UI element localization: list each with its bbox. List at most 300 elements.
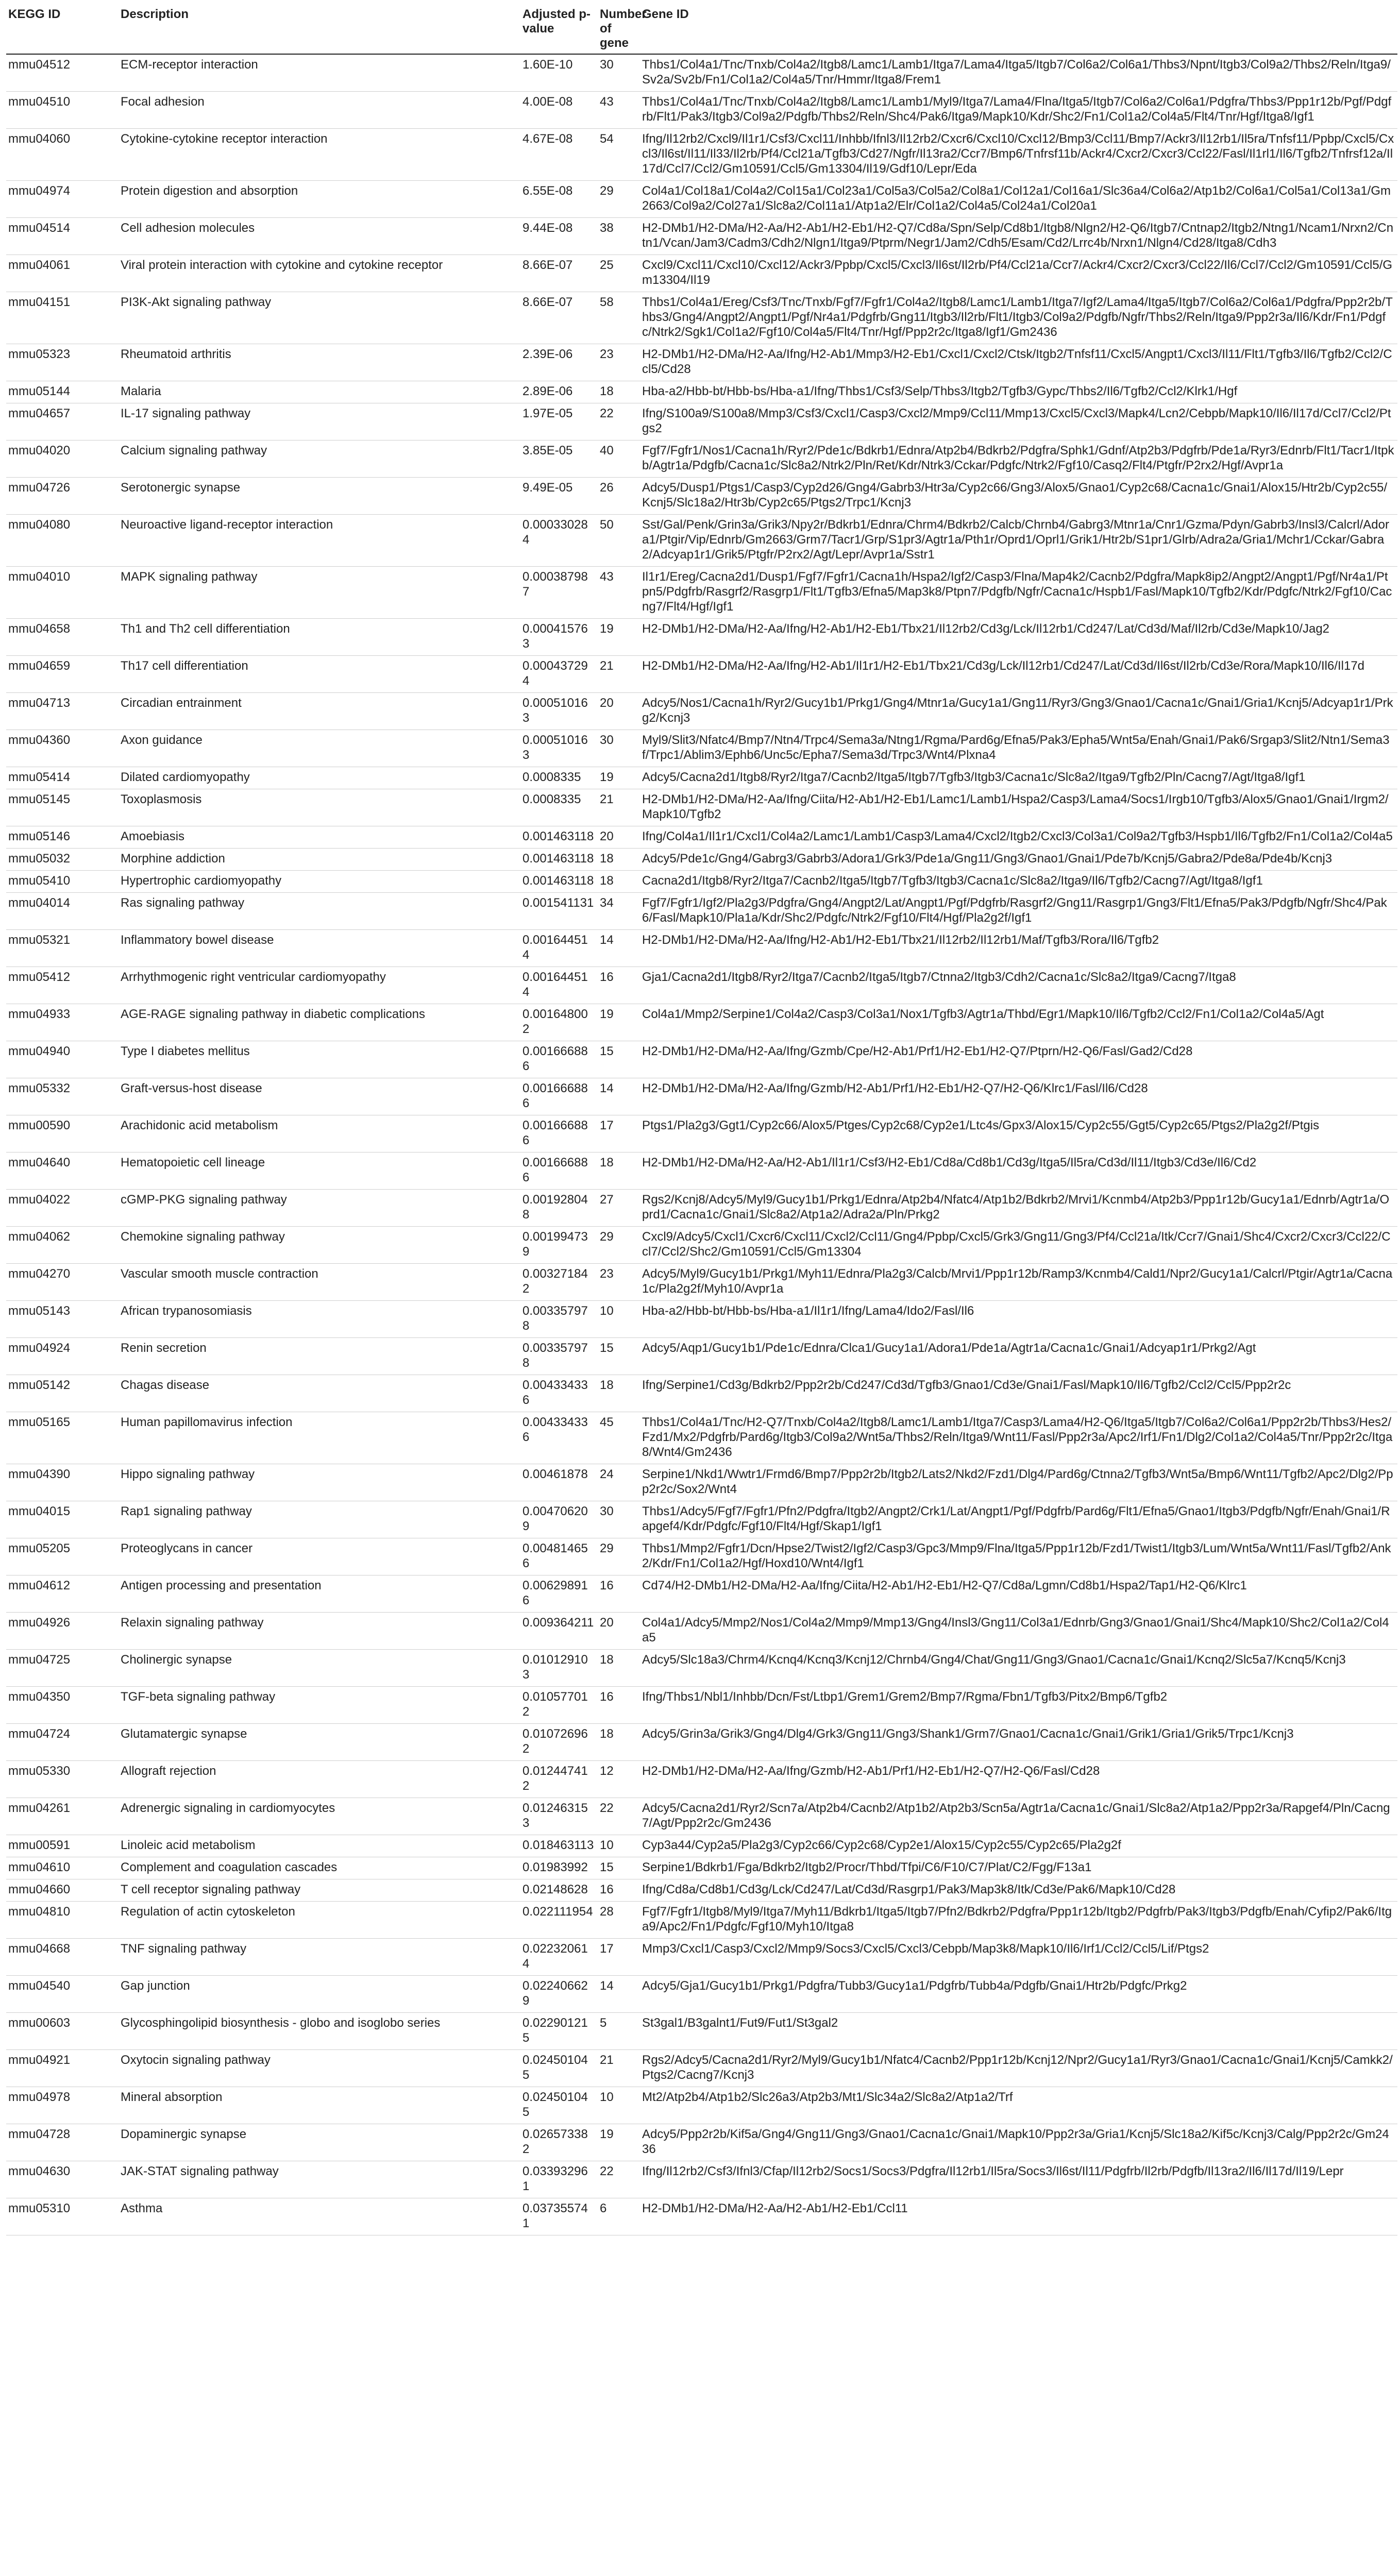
cell-gene-id: Gja1/Cacna2d1/Itgb8/Ryr2/Itga7/Cacnb2/Itga5/Itgb7/Ctnna2/Itgb3/Cdh2/Cacna1c/Slc8a2/Itga9/Cacng7/Itga8	[640, 967, 1397, 1004]
table-row	[6, 849, 1397, 871]
cell-number-of-gene: 10	[598, 2087, 640, 2124]
cell-number-of-gene: 14	[598, 1976, 640, 2013]
cell-number-of-gene: 34	[598, 893, 640, 930]
cell-description: Malaria	[119, 381, 520, 403]
cell-gene-id: Ifng/Thbs1/Nbl1/Inhbb/Dcn/Fst/Ltbp1/Grem1/Grem2/Bmp7/Rgma/Fbn1/Tgfb3/Pitx2/Bmp6/Tgfb2	[640, 1687, 1397, 1724]
cell-adjusted-p-value: 1.97E-05	[520, 403, 598, 440]
cell-adjusted-p-value: 0.000415763	[520, 619, 598, 656]
header-adjusted-p-value: Adjusted p-value	[520, 5, 598, 54]
cell-adjusted-p-value: 0.000330284	[520, 515, 598, 567]
cell-kegg-id: mmu04725	[6, 1650, 119, 1687]
cell-gene-id: Mmp3/Cxcl1/Casp3/Cxcl2/Mmp9/Socs3/Cxcl5/Cxcl3/Cebpb/Map3k8/Mapk10/Il6/Irf1/Ccl2/Ccl5/Lif/Ptgs2	[640, 1939, 1397, 1976]
table-row	[6, 1902, 1397, 1939]
cell-kegg-id: mmu04933	[6, 1004, 119, 1041]
cell-kegg-id: mmu04022	[6, 1190, 119, 1227]
table-row	[6, 789, 1397, 826]
cell-gene-id: Cxcl9/Cxcl11/Cxcl10/Cxcl12/Ackr3/Ppbp/Cxcl5/Cxcl3/Il6st/Il2rb/Pf4/Ccl21a/Ccr7/Ackr4/Cxcr2/Cxcr3/Ccl22/Il6/Ccl7/Ccl2/Gm10591/Ccl5/Gm13304/Il19	[640, 255, 1397, 292]
table-row	[6, 1538, 1397, 1575]
table-row	[6, 1835, 1397, 1857]
cell-kegg-id: mmu04724	[6, 1724, 119, 1761]
table-row	[6, 1004, 1397, 1041]
cell-kegg-id: mmu05330	[6, 1761, 119, 1798]
table-row	[6, 1575, 1397, 1613]
cell-adjusted-p-value: 0.012447412	[520, 1761, 598, 1798]
cell-adjusted-p-value: 4.00E-08	[520, 92, 598, 129]
table-row	[6, 54, 1397, 92]
cell-description: IL-17 signaling pathway	[119, 403, 520, 440]
cell-description: Graft-versus-host disease	[119, 1078, 520, 1115]
cell-number-of-gene: 29	[598, 181, 640, 218]
table-row	[6, 1375, 1397, 1412]
cell-number-of-gene: 14	[598, 1078, 640, 1115]
cell-number-of-gene: 27	[598, 1190, 640, 1227]
cell-description: Human papillomavirus infection	[119, 1412, 520, 1464]
cell-gene-id: Adcy5/Grin3a/Grik3/Gng4/Dlg4/Grk3/Gng11/Gng3/Shank1/Grm7/Gnao1/Cacna1c/Gnai1/Grik1/Gria1/Grik5/Trpc1/Kcnj3	[640, 1724, 1397, 1761]
cell-number-of-gene: 16	[598, 967, 640, 1004]
cell-description: Proteoglycans in cancer	[119, 1538, 520, 1575]
cell-description: ECM-receptor interaction	[119, 54, 520, 92]
cell-adjusted-p-value: 0.003357978	[520, 1301, 598, 1338]
cell-number-of-gene: 21	[598, 789, 640, 826]
cell-number-of-gene: 40	[598, 440, 640, 478]
cell-adjusted-p-value: 2.89E-06	[520, 381, 598, 403]
cell-adjusted-p-value: 0.003357978	[520, 1338, 598, 1375]
cell-description: Morphine addiction	[119, 849, 520, 871]
cell-gene-id: H2-DMb1/H2-DMa/H2-Aa/Ifng/Gzmb/Cpe/H2-Ab1/Prf1/H2-Eb1/H2-Q7/Ptprn/H2-Q6/Fasl/Gad2/Cd28	[640, 1041, 1397, 1078]
cell-number-of-gene: 10	[598, 1301, 640, 1338]
cell-adjusted-p-value: 0.033932961	[520, 2161, 598, 2198]
cell-kegg-id: mmu04512	[6, 54, 119, 92]
cell-gene-id: Fgf7/Fgfr1/Itgb8/Myl9/Itga7/Myh11/Bdkrb1/Itga5/Itgb7/Pfn2/Bdkrb2/Pdgfra/Ppp1r12b/Itgb2/Pdgfrb/Pak3/Itgb3/Pdgfb/Enah/Cyfip2/Pak6/Itga9/Apc2/Fn1/Pdgfc/Fgf10/Myh10/Itga8	[640, 1902, 1397, 1939]
cell-description: Amoebiasis	[119, 826, 520, 849]
cell-description: Hematopoietic cell lineage	[119, 1153, 520, 1190]
cell-kegg-id: mmu05410	[6, 871, 119, 893]
cell-gene-id: Adcy5/Nos1/Cacna1h/Ryr2/Gucy1b1/Prkg1/Gng4/Mtnr1a/Gucy1a1/Gng11/Ryr3/Gng3/Gnao1/Cacna1c/Gnai1/Gria1/Kcnj5/Adcyap1r1/Prkg2/Kcnj3	[640, 693, 1397, 730]
cell-number-of-gene: 15	[598, 1857, 640, 1879]
cell-kegg-id: mmu04610	[6, 1857, 119, 1879]
cell-gene-id: St3gal1/B3galnt1/Fut9/Fut1/St3gal2	[640, 2013, 1397, 2050]
cell-description: Th17 cell differentiation	[119, 656, 520, 693]
cell-gene-id: Rgs2/Kcnj8/Adcy5/Myl9/Gucy1b1/Prkg1/Ednra/Atp2b4/Nfatc4/Atp1b2/Bdkrb2/Mrvi1/Kcnmb4/Atp2b3/Ppp1r12b/Gucy1a1/Ednrb/Agtr1a/Oprd1/Cacna1c/Gnai1/Slc8a2/Atp1a2/Adra2a/Pln/Prkg2	[640, 1190, 1397, 1227]
table-row	[6, 129, 1397, 181]
cell-gene-id: H2-DMb1/H2-DMa/H2-Aa/Ifng/Ciita/H2-Ab1/H2-Eb1/Lamc1/Lamb1/Hspa2/Casp3/Lama4/Socs1/Irgb10/Tgfb3/Alox5/Gnao1/Gnai1/Irgm2/Mapk10/Tgfb2	[640, 789, 1397, 826]
table-row	[6, 1879, 1397, 1902]
cell-description: Linoleic acid metabolism	[119, 1835, 520, 1857]
cell-number-of-gene: 16	[598, 1879, 640, 1902]
cell-adjusted-p-value: 0.000510163	[520, 730, 598, 767]
cell-adjusted-p-value: 0.004814656	[520, 1538, 598, 1575]
cell-description: JAK-STAT signaling pathway	[119, 2161, 520, 2198]
cell-adjusted-p-value: 0.022406629	[520, 1976, 598, 2013]
cell-gene-id: H2-DMb1/H2-DMa/H2-Aa/Ifng/Gzmb/H2-Ab1/Prf1/H2-Eb1/H2-Q7/H2-Q6/Fasl/Cd28	[640, 1761, 1397, 1798]
cell-description: Vascular smooth muscle contraction	[119, 1264, 520, 1301]
cell-kegg-id: mmu04010	[6, 567, 119, 619]
cell-kegg-id: mmu04390	[6, 1464, 119, 1501]
cell-description: Mineral absorption	[119, 2087, 520, 2124]
cell-gene-id: Adcy5/Cacna2d1/Itgb8/Ryr2/Itga7/Cacnb2/Itga5/Itgb7/Tgfb3/Itgb3/Cacna1c/Slc8a2/Itga9/Tgfb2/Pln/Cacng7/Agt/Itga8/Igf1	[640, 767, 1397, 789]
cell-description: Dilated cardiomyopathy	[119, 767, 520, 789]
cell-adjusted-p-value: 0.024501045	[520, 2050, 598, 2087]
cell-description: Calcium signaling pathway	[119, 440, 520, 478]
cell-gene-id: H2-DMb1/H2-DMa/H2-Aa/H2-Ab1/H2-Eb1/Ccl11	[640, 2198, 1397, 2235]
cell-number-of-gene: 12	[598, 1761, 640, 1798]
table-row	[6, 1078, 1397, 1115]
cell-kegg-id: mmu04810	[6, 1902, 119, 1939]
cell-description: Axon guidance	[119, 730, 520, 767]
cell-kegg-id: mmu04062	[6, 1227, 119, 1264]
header-gene-id: Gene ID	[640, 5, 1397, 54]
cell-number-of-gene: 25	[598, 255, 640, 292]
cell-adjusted-p-value: 0.000510163	[520, 693, 598, 730]
table-row	[6, 381, 1397, 403]
cell-adjusted-p-value: 0.001666886	[520, 1078, 598, 1115]
cell-description: Antigen processing and presentation	[119, 1575, 520, 1613]
cell-number-of-gene: 19	[598, 1004, 640, 1041]
cell-number-of-gene: 21	[598, 2050, 640, 2087]
table-row	[6, 515, 1397, 567]
cell-number-of-gene: 26	[598, 478, 640, 515]
cell-number-of-gene: 17	[598, 1115, 640, 1153]
cell-kegg-id: mmu00590	[6, 1115, 119, 1153]
cell-adjusted-p-value: 0.022111954	[520, 1902, 598, 1939]
table-row	[6, 893, 1397, 930]
cell-kegg-id: mmu04020	[6, 440, 119, 478]
table-row	[6, 1650, 1397, 1687]
cell-adjusted-p-value: 0.009364211	[520, 1613, 598, 1650]
table-header	[6, 5, 1397, 54]
cell-kegg-id: mmu05144	[6, 381, 119, 403]
cell-gene-id: Col4a1/Mmp2/Serpine1/Col4a2/Casp3/Col3a1/Nox1/Tgfb3/Agtr1a/Thbd/Egr1/Mapk10/Il6/Tgfb2/Ccl2/Fn1/Col1a2/Col4a5/Agt	[640, 1004, 1397, 1041]
kegg-enrichment-table	[6, 5, 1397, 2235]
cell-number-of-gene: 50	[598, 515, 640, 567]
table-row	[6, 1464, 1397, 1501]
cell-number-of-gene: 18	[598, 1153, 640, 1190]
table-row	[6, 92, 1397, 129]
cell-number-of-gene: 22	[598, 2161, 640, 2198]
cell-number-of-gene: 23	[598, 344, 640, 381]
cell-adjusted-p-value: 0.000437294	[520, 656, 598, 693]
cell-kegg-id: mmu04540	[6, 1976, 119, 2013]
cell-gene-id: Fgf7/Fgfr1/Nos1/Cacna1h/Ryr2/Pde1c/Bdkrb1/Ednra/Atp2b4/Bdkrb2/Pdgfra/Sphk1/Gdnf/Atp2b3/Pdgfrb/Pde1a/Ryr3/Ednrb/Flt1/Tacr1/Itpkb/Agtr1a/Pdgfb/Cacna1c/Slc8a2/Ntrk2/Pln/Ret/Kdr/Ntrk3/Cckar/Pdgfc/Ntrk2/Fgf10/Casq2/Flt4/Ptgfr/P2rx2/Hgf/Avpr1a	[640, 440, 1397, 478]
cell-gene-id: Adcy5/Cacna2d1/Ryr2/Scn7a/Atp2b4/Cacnb2/Atp1b2/Atp2b3/Scn5a/Agtr1a/Cacna1c/Gnai1/Slc8a2/Atp1a2/Ppp2r3a/Rapgef4/Pln/Cacng7/Agt/Ppp2r2c/Gm2436	[640, 1798, 1397, 1835]
cell-description: cGMP-PKG signaling pathway	[119, 1190, 520, 1227]
table-row	[6, 478, 1397, 515]
cell-adjusted-p-value: 8.66E-07	[520, 292, 598, 344]
cell-gene-id: Thbs1/Col4a1/Tnc/Tnxb/Col4a2/Itgb8/Lamc1/Lamb1/Myl9/Itga7/Lama4/Flna/Itga5/Itgb7/Col6a2/Col6a1/Pdgfra/Thbs3/Ppp1r12b/Pgf/Pdgfrb/Flt1/Pak3/Itgb3/Col9a2/Pdgfb/Thbs2/Reln/Shc4/Pak6/Itga9/Mapk10/Kdr/Shc2/Fn1/Col1a2/Col4a5/Flt4/Tnr/Hgf/Itga8/Igf1	[640, 92, 1397, 129]
cell-kegg-id: mmu05146	[6, 826, 119, 849]
cell-gene-id: Ifng/S100a9/S100a8/Mmp3/Csf3/Cxcl1/Casp3/Cxcl2/Mmp9/Ccl11/Mmp13/Cxcl5/Cxcl3/Mapk4/Lcn2/Cebpb/Mapk10/Il6/Il17d/Ccl7/Ccl2/Ptgs2	[640, 403, 1397, 440]
cell-number-of-gene: 58	[598, 292, 640, 344]
cell-adjusted-p-value: 0.037355741	[520, 2198, 598, 2235]
cell-kegg-id: mmu04060	[6, 129, 119, 181]
cell-gene-id: Ifng/Il12rb2/Csf3/Ifnl3/Cfap/Il12rb2/Socs1/Socs3/Pdgfra/Il12rb1/Il5ra/Socs3/Il6st/Il11/Pdgfrb/Il2rb/Pdgfb/Il13ra2/Il6/Il17d/Il19/Lepr	[640, 2161, 1397, 2198]
cell-description: Cholinergic synapse	[119, 1650, 520, 1687]
cell-adjusted-p-value: 4.67E-08	[520, 129, 598, 181]
cell-adjusted-p-value: 9.44E-08	[520, 218, 598, 255]
cell-number-of-gene: 16	[598, 1687, 640, 1724]
cell-adjusted-p-value: 0.001666886	[520, 1115, 598, 1153]
table-row	[6, 440, 1397, 478]
cell-description: Focal adhesion	[119, 92, 520, 129]
cell-description: Regulation of actin cytoskeleton	[119, 1902, 520, 1939]
cell-gene-id: Ifng/Col4a1/Il1r1/Cxcl1/Col4a2/Lamc1/Lamb1/Casp3/Lama4/Cxcl2/Itgb2/Cxcl3/Col3a1/Col9a2/Tgfb3/Hspb1/Il6/Tgfb2/Fn1/Col1a2/Col4a5	[640, 826, 1397, 849]
cell-kegg-id: mmu04061	[6, 255, 119, 292]
cell-number-of-gene: 18	[598, 1724, 640, 1761]
cell-number-of-gene: 14	[598, 930, 640, 967]
table-row	[6, 2198, 1397, 2235]
cell-kegg-id: mmu04014	[6, 893, 119, 930]
cell-gene-id: Thbs1/Col4a1/Ereg/Csf3/Tnc/Tnxb/Fgf7/Fgfr1/Col4a2/Itgb8/Lamc1/Lamb1/Itga7/Igf2/Lama4/Itga5/Itgb7/Col6a2/Col6a1/Pdgfra/Ppp2r2b/Thbs3/Gng4/Angpt2/Angpt1/Pgf/Nr4a1/Pdgfrb/Gng11/Itgb3/Il2rb/Flt1/Itgb3/Col9a2/Pdgfb/Ngfr/Thbs2/Reln/Itga9/Ppp2r3a/Il6/Kdr/Fn1/Pdgfc/Ntrk2/Sgk1/Col1a2/Fgf10/Col4a5/Flt4/Tnr/Hgf/Ppp2r2c/Itga8/Igf1/Gm2436	[640, 292, 1397, 344]
cell-gene-id: Hba-a2/Hbb-bt/Hbb-bs/Hba-a1/Ifng/Thbs1/Csf3/Selp/Thbs3/Itgb2/Tgfb3/Gypc/Thbs2/Il6/Tgfb2/Ccl2/Klrk1/Hgf	[640, 381, 1397, 403]
cell-kegg-id: mmu04924	[6, 1338, 119, 1375]
cell-kegg-id: mmu00603	[6, 2013, 119, 2050]
cell-adjusted-p-value: 0.004334336	[520, 1412, 598, 1464]
cell-kegg-id: mmu05165	[6, 1412, 119, 1464]
cell-gene-id: Adcy5/Slc18a3/Chrm4/Kcnq4/Kcnq3/Kcnj12/Chrnb4/Gng4/Chat/Gng11/Gng3/Gnao1/Cacna1c/Gnai1/Kcnq2/Slc5a7/Kcnq5/Kcnj3	[640, 1650, 1397, 1687]
cell-description: Chagas disease	[119, 1375, 520, 1412]
table-row	[6, 826, 1397, 849]
table-row	[6, 693, 1397, 730]
cell-gene-id: Col4a1/Col18a1/Col4a2/Col15a1/Col23a1/Col5a3/Col5a2/Col8a1/Col12a1/Col16a1/Slc36a4/Col6a2/Atp1b2/Col6a1/Col5a1/Col13a1/Gm2663/Col9a2/Col27a1/Slc8a2/Col11a1/Atp1a2/Elr/Col1a2/Col4a5/Col24a1/Col20a1	[640, 181, 1397, 218]
cell-kegg-id: mmu04151	[6, 292, 119, 344]
cell-adjusted-p-value: 0.001463118	[520, 826, 598, 849]
cell-adjusted-p-value: 8.66E-07	[520, 255, 598, 292]
cell-kegg-id: mmu05142	[6, 1375, 119, 1412]
cell-gene-id: Rgs2/Adcy5/Cacna2d1/Ryr2/Myl9/Gucy1b1/Nfatc4/Cacnb2/Ppp1r12b/Kcnj12/Npr2/Gucy1a1/Ryr3/Gnao1/Cacna1c/Gnai1/Kcnj5/Camkk2/Ptgs2/Cacng7/Kcnj3	[640, 2050, 1397, 2087]
cell-number-of-gene: 10	[598, 1835, 640, 1857]
cell-adjusted-p-value: 0.026573382	[520, 2124, 598, 2161]
table-row	[6, 344, 1397, 381]
cell-kegg-id: mmu05143	[6, 1301, 119, 1338]
cell-gene-id: Ptgs1/Pla2g3/Ggt1/Cyp2c66/Alox5/Ptges/Cyp2c68/Cyp2e1/Ltc4s/Gpx3/Alox15/Cyp2c55/Ggt5/Cyp2c65/Ptgs2/Pla2g2f/Ptgis	[640, 1115, 1397, 1153]
cell-description: Type I diabetes mellitus	[119, 1041, 520, 1078]
cell-adjusted-p-value: 0.004706209	[520, 1501, 598, 1538]
cell-description: Hippo signaling pathway	[119, 1464, 520, 1501]
cell-description: Rheumatoid arthritis	[119, 344, 520, 381]
cell-kegg-id: mmu05332	[6, 1078, 119, 1115]
cell-description: African trypanosomiasis	[119, 1301, 520, 1338]
table-row	[6, 1153, 1397, 1190]
cell-gene-id: Mt2/Atp2b4/Atp1b2/Slc26a3/Atp2b3/Mt1/Slc34a2/Slc8a2/Atp1a2/Trf	[640, 2087, 1397, 2124]
cell-adjusted-p-value: 0.001644514	[520, 930, 598, 967]
header-number-of-gene: Number of gene	[598, 5, 640, 54]
cell-description: Ras signaling pathway	[119, 893, 520, 930]
cell-adjusted-p-value: 0.022901215	[520, 2013, 598, 2050]
cell-gene-id: H2-DMb1/H2-DMa/H2-Aa/Ifng/H2-Ab1/Il1r1/H2-Eb1/Tbx21/Cd3g/Lck/Il12rb1/Cd247/Lat/Cd3d/Il6st/Il2rb/Cd3e/Rora/Mapk10/Il6/Il17d	[640, 656, 1397, 693]
cell-description: Oxytocin signaling pathway	[119, 2050, 520, 2087]
cell-number-of-gene: 43	[598, 92, 640, 129]
table-row	[6, 2124, 1397, 2161]
cell-adjusted-p-value: 0.0008335	[520, 789, 598, 826]
cell-gene-id: Thbs1/Col4a1/Tnc/Tnxb/Col4a2/Itgb8/Lamc1/Lamb1/Itga7/Lama4/Itga5/Itgb7/Col6a2/Col6a1/Thbs3/Npnt/Itgb3/Col9a2/Thbs2/Reln/Itga9/Sv2a/Sv2b/Fn1/Col1a2/Col4a5/Tnr/Hmmr/Itga8/Frem1	[640, 54, 1397, 92]
cell-gene-id: Il1r1/Ereg/Cacna2d1/Dusp1/Fgf7/Fgfr1/Cacna1h/Hspa2/Igf2/Casp3/Flna/Map4k2/Cacnb2/Pdgfra/Mapk8ip2/Angpt2/Angpt1/Pgf/Nr4a1/Ptpn5/Pdgfrb/Rasgrf2/Rasgrp1/Flt1/Tgfb3/Efna5/Map3k8/Ptpn7/Pdgfb/Ngfr/Cacna1c/Hspb1/Fasl/Mapk10/Tgfb2/Kdr/Pdgfc/Ntrk2/Fgf10/Cacng7/Flt4/Hgf/Igf1	[640, 567, 1397, 619]
table-row	[6, 767, 1397, 789]
table-row	[6, 181, 1397, 218]
cell-description: Toxoplasmosis	[119, 789, 520, 826]
cell-number-of-gene: 23	[598, 1264, 640, 1301]
header-kegg-id: KEGG ID	[6, 5, 119, 54]
cell-kegg-id: mmu04713	[6, 693, 119, 730]
cell-gene-id: Fgf7/Fgfr1/Igf2/Pla2g3/Pdgfra/Gng4/Angpt2/Lat/Angpt1/Pgf/Pdgfrb/Rasgrf2/Gng11/Rasgrp1/Gng3/Flt1/Efna5/Pak3/Pdgfb/Ngfr/Shc4/Pak6/Fasl/Mapk10/Pla1a/Kdr/Shc2/Pdgfc/Ntrk2/Fgf10/Flt4/Hgf/Pla2g2f/Igf1	[640, 893, 1397, 930]
cell-adjusted-p-value: 0.001666886	[520, 1041, 598, 1078]
cell-adjusted-p-value: 0.010129103	[520, 1650, 598, 1687]
table-row	[6, 1041, 1397, 1078]
cell-kegg-id: mmu05205	[6, 1538, 119, 1575]
cell-gene-id: Cacna2d1/Itgb8/Ryr2/Itga7/Cacnb2/Itga5/Itgb7/Tgfb3/Itgb3/Cacna1c/Slc8a2/Itga9/Il6/Tgfb2/Cacng7/Agt/Itga8/Igf1	[640, 871, 1397, 893]
table-row	[6, 1264, 1397, 1301]
cell-gene-id: H2-DMb1/H2-DMa/H2-Aa/H2-Ab1/H2-Eb1/H2-Q7/Cd8a/Spn/Selp/Cd8b1/Itgb8/Nlgn2/H2-Q6/Itgb7/Cntnap2/Itgb2/Ntng1/Ncam1/Nrxn2/Cntn1/Vcan/Jam3/Cadm3/Cdh2/Nlgn1/Itga9/Ptprm/Negr1/Jam2/Cdh5/Esam/Cd2/Lrrc4b/Nrxn1/Nlgn4/Cd28/Itga8/Cdh3	[640, 218, 1397, 255]
cell-number-of-gene: 30	[598, 54, 640, 92]
cell-number-of-gene: 19	[598, 619, 640, 656]
cell-kegg-id: mmu05032	[6, 849, 119, 871]
table-row	[6, 2161, 1397, 2198]
cell-number-of-gene: 28	[598, 1902, 640, 1939]
table-row	[6, 1687, 1397, 1724]
cell-adjusted-p-value: 0.001928048	[520, 1190, 598, 1227]
cell-gene-id: H2-DMb1/H2-DMa/H2-Aa/H2-Ab1/Il1r1/Csf3/H2-Eb1/Cd8a/Cd8b1/Cd3g/Itga5/Il5ra/Cd3d/Il11/Itgb3/Cd3e/Il6/Cd2	[640, 1153, 1397, 1190]
table-row	[6, 930, 1397, 967]
table-row	[6, 1115, 1397, 1153]
cell-gene-id: H2-DMb1/H2-DMa/H2-Aa/Ifng/H2-Ab1/Mmp3/H2-Eb1/Cxcl1/Cxcl2/Ctsk/Itgb2/Tnfsf11/Cxcl5/Angpt1/Cxcl3/Il11/Flt1/Tgfb3/Il6/Tgfb2/Ccl2/Ccl5/Cd28	[640, 344, 1397, 381]
table-row	[6, 2050, 1397, 2087]
cell-description: Cytokine-cytokine receptor interaction	[119, 129, 520, 181]
cell-adjusted-p-value: 0.00461878	[520, 1464, 598, 1501]
cell-number-of-gene: 30	[598, 730, 640, 767]
cell-description: Glutamatergic synapse	[119, 1724, 520, 1761]
cell-gene-id: Adcy5/Myl9/Gucy1b1/Prkg1/Myh11/Ednra/Pla2g3/Calcb/Mrvi1/Ppp1r12b/Ramp3/Kcnmb4/Cald1/Npr2/Gucy1a1/Calcrl/Ptgir/Agtr1a/Cacna1c/Pla2g2f/Myh10/Avpr1a	[640, 1264, 1397, 1301]
table-row	[6, 218, 1397, 255]
cell-kegg-id: mmu04270	[6, 1264, 119, 1301]
cell-number-of-gene: 18	[598, 871, 640, 893]
table-row	[6, 1976, 1397, 2013]
cell-number-of-gene: 38	[598, 218, 640, 255]
cell-number-of-gene: 30	[598, 1501, 640, 1538]
cell-number-of-gene: 20	[598, 693, 640, 730]
cell-adjusted-p-value: 2.39E-06	[520, 344, 598, 381]
cell-kegg-id: mmu04657	[6, 403, 119, 440]
cell-description: Arachidonic acid metabolism	[119, 1115, 520, 1153]
cell-kegg-id: mmu04726	[6, 478, 119, 515]
cell-gene-id: Serpine1/Nkd1/Wwtr1/Frmd6/Bmp7/Ppp2r2b/Itgb2/Lats2/Nkd2/Fzd1/Dlg4/Pard6g/Ctnna2/Tgfb3/Wnt5a/Bmp6/Wnt11/Tgfb2/Apc2/Dlg2/Ppp2r2c/Sox2/Wnt4	[640, 1464, 1397, 1501]
cell-kegg-id: mmu04659	[6, 656, 119, 693]
table-row	[6, 619, 1397, 656]
table-row	[6, 292, 1397, 344]
cell-gene-id: Myl9/Slit3/Nfatc4/Bmp7/Ntn4/Trpc4/Sema3a/Ntng1/Rgma/Pard6g/Efna5/Pak3/Epha5/Wnt5a/Enah/Gnai1/Pak6/Srgap3/Slit2/Ntn1/Sema3f/Trpc1/Ablim3/Ephb6/Unc5c/Epha7/Sema3d/Trpc3/Wnt4/Plxna4	[640, 730, 1397, 767]
cell-description: Complement and coagulation cascades	[119, 1857, 520, 1879]
header-row	[6, 5, 1397, 54]
cell-gene-id: H2-DMb1/H2-DMa/H2-Aa/Ifng/H2-Ab1/H2-Eb1/Tbx21/Il12rb2/Cd3g/Lck/Il12rb1/Cd247/Lat/Cd3d/Maf/Il2rb/Cd3e/Mapk10/Jag2	[640, 619, 1397, 656]
table-row	[6, 1227, 1397, 1264]
cell-kegg-id: mmu04350	[6, 1687, 119, 1724]
table-row	[6, 1761, 1397, 1798]
cell-gene-id: Thbs1/Adcy5/Fgf7/Fgfr1/Pfn2/Pdgfra/Itgb2/Angpt2/Crk1/Lat/Angpt1/Pgf/Pdgfrb/Pard6g/Flt1/Efna5/Gnao1/Itgb3/Pdgfb/Ngfr/Enah/Gnai1/Rapgef4/Kdr/Pdgfc/Fgf10/Flt4/Hgf/Skap1/Igf1	[640, 1501, 1397, 1538]
cell-description: Adrenergic signaling in cardiomyocytes	[119, 1798, 520, 1835]
cell-adjusted-p-value: 0.0008335	[520, 767, 598, 789]
table-row	[6, 1613, 1397, 1650]
cell-kegg-id: mmu04940	[6, 1041, 119, 1078]
cell-kegg-id: mmu05412	[6, 967, 119, 1004]
cell-gene-id: H2-DMb1/H2-DMa/H2-Aa/Ifng/Gzmb/H2-Ab1/Prf1/H2-Eb1/H2-Q7/H2-Q6/Klrc1/Fasl/Il6/Cd28	[640, 1078, 1397, 1115]
cell-kegg-id: mmu05414	[6, 767, 119, 789]
cell-adjusted-p-value: 0.001541131	[520, 893, 598, 930]
cell-gene-id: Thbs1/Mmp2/Fgfr1/Dcn/Hpse2/Twist2/Igf2/Casp3/Gpc3/Mmp9/Flna/Itga5/Ppp1r12b/Fzd1/Twist1/Itgb3/Lum/Wnt5a/Wnt11/Fasl/Tgfb2/Ank2/Kdr/Fn1/Col1a2/Hgf/Hoxd10/Wnt4/Igf1	[640, 1538, 1397, 1575]
cell-adjusted-p-value: 9.49E-05	[520, 478, 598, 515]
table-row	[6, 1301, 1397, 1338]
cell-description: Arrhythmogenic right ventricular cardiomyopathy	[119, 967, 520, 1004]
cell-kegg-id: mmu04926	[6, 1613, 119, 1650]
cell-adjusted-p-value: 0.024501045	[520, 2087, 598, 2124]
cell-kegg-id: mmu04080	[6, 515, 119, 567]
cell-kegg-id: mmu04261	[6, 1798, 119, 1835]
cell-number-of-gene: 54	[598, 129, 640, 181]
cell-description: Dopaminergic synapse	[119, 2124, 520, 2161]
cell-kegg-id: mmu04640	[6, 1153, 119, 1190]
cell-description: Renin secretion	[119, 1338, 520, 1375]
cell-gene-id: Hba-a2/Hbb-bt/Hbb-bs/Hba-a1/Il1r1/Ifng/Lama4/Ido2/Fasl/Il6	[640, 1301, 1397, 1338]
cell-kegg-id: mmu04510	[6, 92, 119, 129]
cell-kegg-id: mmu04630	[6, 2161, 119, 2198]
cell-adjusted-p-value: 0.001994739	[520, 1227, 598, 1264]
cell-adjusted-p-value: 0.012463153	[520, 1798, 598, 1835]
cell-number-of-gene: 6	[598, 2198, 640, 2235]
cell-description: T cell receptor signaling pathway	[119, 1879, 520, 1902]
cell-number-of-gene: 22	[598, 403, 640, 440]
cell-adjusted-p-value: 1.60E-10	[520, 54, 598, 92]
cell-description: AGE-RAGE signaling pathway in diabetic complications	[119, 1004, 520, 1041]
cell-adjusted-p-value: 0.010577012	[520, 1687, 598, 1724]
cell-description: Protein digestion and absorption	[119, 181, 520, 218]
cell-description: Viral protein interaction with cytokine and cytokine receptor	[119, 255, 520, 292]
cell-description: Circadian entrainment	[119, 693, 520, 730]
table-row	[6, 1338, 1397, 1375]
table-row	[6, 967, 1397, 1004]
cell-adjusted-p-value: 0.001648002	[520, 1004, 598, 1041]
cell-adjusted-p-value: 0.000387987	[520, 567, 598, 619]
cell-number-of-gene: 5	[598, 2013, 640, 2050]
cell-number-of-gene: 22	[598, 1798, 640, 1835]
cell-gene-id: Serpine1/Bdkrb1/Fga/Bdkrb2/Itgb2/Procr/Thbd/Tfpi/C6/F10/C7/Plat/C2/Fgg/F13a1	[640, 1857, 1397, 1879]
cell-kegg-id: mmu04728	[6, 2124, 119, 2161]
cell-gene-id: Ifng/Cd8a/Cd8b1/Cd3g/Lck/Cd247/Lat/Cd3d/Rasgrp1/Pak3/Map3k8/Itk/Cd3e/Pak6/Mapk10/Cd28	[640, 1879, 1397, 1902]
cell-number-of-gene: 16	[598, 1575, 640, 1613]
cell-kegg-id: mmu04668	[6, 1939, 119, 1976]
cell-gene-id: Thbs1/Col4a1/Tnc/H2-Q7/Tnxb/Col4a2/Itgb8/Lamc1/Lamb1/Itga7/Casp3/Lama4/H2-Q6/Itga5/Itgb7/Col6a2/Col6a1/Ppp2r2b/Thbs3/Hes2/Fzd1/Mx2/Pdgfrb/Pard6g/Itgb3/Col9a2/Wnt5a/Thbs2/Reln/Itga9/Wnt11/Fasl/Ppp2r3a/Apc2/Irf1/Fn1/Dlg2/Col1a2/Col4a5/Tnr/Ppp2r2c/Itga8/Wnt4/Gm2436	[640, 1412, 1397, 1464]
cell-number-of-gene: 18	[598, 849, 640, 871]
cell-adjusted-p-value: 0.001463118	[520, 849, 598, 871]
cell-gene-id: Adcy5/Pde1c/Gng4/Gabrg3/Gabrb3/Adora1/Grk3/Pde1a/Gng11/Gng3/Gnao1/Gnai1/Pde7b/Kcnj5/Gabra2/Pde8a/Pde4b/Kcnj3	[640, 849, 1397, 871]
cell-kegg-id: mmu04015	[6, 1501, 119, 1538]
table-row	[6, 1798, 1397, 1835]
cell-kegg-id: mmu05321	[6, 930, 119, 967]
cell-kegg-id: mmu04921	[6, 2050, 119, 2087]
cell-number-of-gene: 19	[598, 2124, 640, 2161]
cell-description: Allograft rejection	[119, 1761, 520, 1798]
cell-adjusted-p-value: 0.001666886	[520, 1153, 598, 1190]
cell-number-of-gene: 45	[598, 1412, 640, 1464]
cell-description: Cell adhesion molecules	[119, 218, 520, 255]
cell-number-of-gene: 19	[598, 767, 640, 789]
cell-adjusted-p-value: 0.004334336	[520, 1375, 598, 1412]
cell-number-of-gene: 15	[598, 1041, 640, 1078]
cell-kegg-id: mmu04660	[6, 1879, 119, 1902]
cell-gene-id: Adcy5/Gja1/Gucy1b1/Prkg1/Pdgfra/Tubb3/Gucy1a1/Pdgfrb/Tubb4a/Pdgfb/Gnai1/Htr2b/Pdgfc/Prkg2	[640, 1976, 1397, 2013]
header-description: Description	[119, 5, 520, 54]
cell-adjusted-p-value: 3.85E-05	[520, 440, 598, 478]
cell-description: Serotonergic synapse	[119, 478, 520, 515]
cell-adjusted-p-value: 0.001644514	[520, 967, 598, 1004]
table-row	[6, 656, 1397, 693]
cell-kegg-id: mmu04514	[6, 218, 119, 255]
